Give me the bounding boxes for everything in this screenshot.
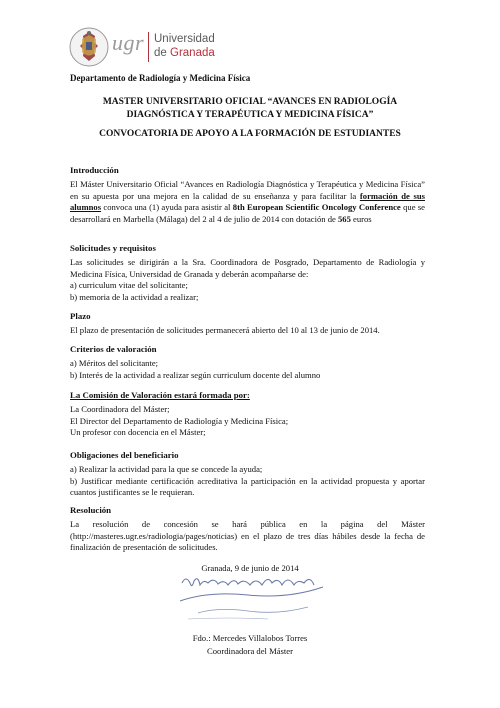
intro-paragraph (70, 179, 425, 225)
ugr-wordmark: ugr (112, 30, 145, 55)
intro-text: euros (350, 213, 372, 224)
list-item: La Coordinadora del Máster; (70, 404, 170, 415)
section-intro (70, 165, 425, 225)
university-name-line1: Universidad (154, 33, 215, 45)
list-item: Un profesor con docencia en el Máster; (70, 427, 206, 438)
amount: 565 (337, 213, 351, 224)
section-heading: La Comisión de Valoración estará formada por: (70, 390, 250, 400)
handwritten-signature (178, 573, 328, 625)
section-obligaciones (70, 450, 425, 499)
list-item: a) Realizar la actividad para la que se concede la ayuda; (70, 464, 263, 475)
section-heading: Obligaciones del beneficiario (70, 450, 179, 460)
list-item: b) memoria de la actividad a realizar; (70, 291, 199, 302)
intro-text: convoca una (1) ayuda para asistir al (101, 202, 233, 213)
section-solicitudes (70, 243, 425, 303)
section-heading: Plazo (70, 311, 91, 321)
resolucion-paragraph: La resolución de concesión se hará pública en la página del Máster (http://masteres.ugr.es/radiologia/pages/noticias) en el plazo de tres días hábiles desde la fecha de finalización de presentación de solicitudes. (70, 519, 425, 553)
coat-of-arms-icon (68, 26, 110, 68)
list-item: a) Méritos del solicitante; (70, 358, 159, 369)
department-name: Departamento de Radiología y Medicina Física (70, 73, 251, 83)
plazo-paragraph: El plazo de presentación de solicitudes permanecerá abierto del 10 al 13 de junio de 2014. (70, 325, 380, 336)
list-item: El Director del Departamento de Radiología y Medicina Física; (70, 415, 289, 426)
signatory-name: Fdo.: Mercedes Villalobos Torres (192, 633, 308, 643)
university-city: Granada (170, 47, 215, 59)
section-heading: Introducción (70, 165, 119, 175)
university-logo (68, 26, 258, 68)
master-title (70, 96, 430, 122)
master-title-line1: MASTER UNIVERSITARIO OFICIAL “AVANCES EN RADIOLOGÍA (102, 97, 398, 107)
university-prefix: de (154, 47, 170, 59)
list-item: a) curriculum vitae del solicitante; (70, 280, 188, 291)
master-title-line2: DIAGNÓSTICA Y TERAPÉUTICA Y MEDICINA FÍSICA” (126, 110, 374, 120)
list-item: b) Interés de la actividad a realizar según curriculum docente del alumno (70, 369, 321, 380)
section-heading: Resolución (70, 505, 112, 515)
intro-bold-text: formación de sus alumnos (70, 190, 425, 213)
university-name-line2 (154, 47, 215, 59)
intro-text: que se desarrollará en Marbella (Málaga) del 2 al 4 de julio de 2014 con dotación de (70, 202, 425, 224)
section-resolucion (70, 505, 425, 554)
convocatoria-title: CONVOCATORIA DE APOYO A LA FORMACIÓN DE ESTUDIANTES (99, 129, 401, 139)
section-heading: Solicitudes y requisitos (70, 243, 156, 253)
section-comision (70, 390, 425, 439)
section-criterios (70, 344, 425, 381)
section-heading: Criterios de valoración (70, 344, 157, 354)
solicitudes-paragraph: Las solicitudes se dirigirán a la Sra. Coordinadora de Posgrado, Departamento de Radiología y Medicina Física, Universidad de Granada y deberán acompañarse de: (70, 257, 425, 279)
signature-date: Granada, 9 de junio de 2014 (201, 563, 299, 573)
section-plazo (70, 311, 425, 337)
list-item: b) Justificar mediante certificación acreditativa la participación en la actividad propuesta y aportar cuantos justificantes se le requieran. (70, 475, 425, 498)
logo-divider (148, 32, 149, 62)
intro-text: El Máster Universitario Oficial “Avances en Radiología Diagnóstica y Terapéutica y Medicina Física” en su apuesta por una mejora en la calidad de su enseñanza y para facilitar la (70, 179, 425, 201)
conference-name: 8th European Scientific Oncology Conference (232, 202, 401, 213)
signatory-role: Coordinadora del Máster (207, 646, 293, 656)
